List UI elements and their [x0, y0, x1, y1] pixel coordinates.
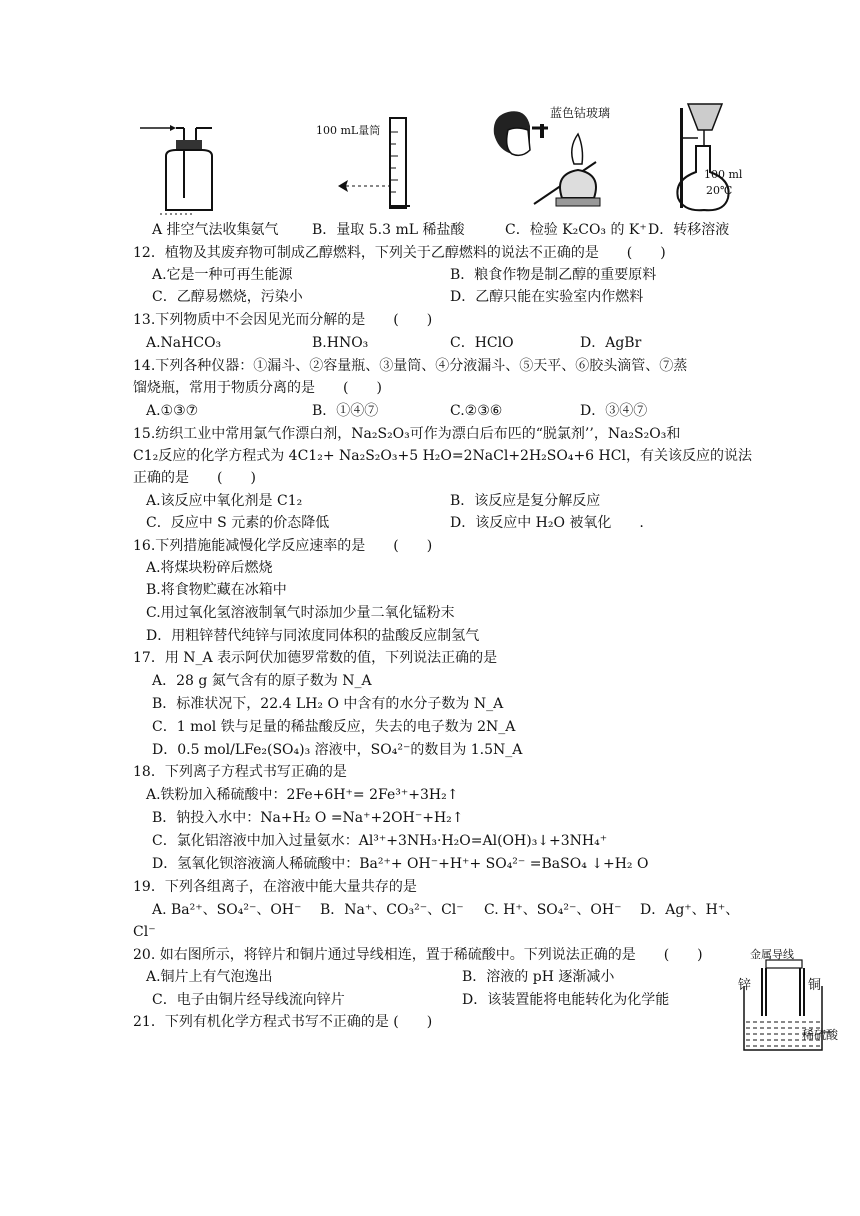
q20-option-a: A.铜片上有气泡逸出	[146, 969, 273, 985]
q12-option-a: A.它是一种可再生能源	[152, 267, 293, 283]
q21-stem: 21．下列有机化学方程式书写不正确的是 ( )	[133, 1014, 433, 1030]
q20-option-d: D．该装置能将电能转化为化学能	[462, 992, 670, 1008]
q16-option-d: D．用粗锌替代纯锌与同浓度同体积的盐酸反应制氢气	[146, 628, 480, 644]
cell-zinc-label: 锌	[738, 978, 752, 993]
q19-option-c: C. H⁺、SO₄²⁻、OH⁻	[484, 902, 622, 918]
q18-option-a: A.铁粉加入稀硫酸中：2Fe+6H⁺= 2Fe³⁺+3H₂↑	[146, 787, 459, 803]
q15-stem-3: 正确的是 ( )	[133, 470, 256, 486]
q12-option-c: C．乙醇易燃烧，污染小	[152, 289, 303, 305]
q15-stem-1: 15.纺织工业中常用氯气作漂白剂，Na₂S₂O₃可作为漂白后布匹的“脱氯剂’’，Na₂S₂O₃和	[133, 426, 681, 442]
volumetric-flask-figure	[664, 98, 744, 216]
q18-option-b: B．钠投入水中：Na+H₂ O =Na⁺+2OH⁻+H₂↑	[152, 810, 464, 826]
q17-option-d: D．0.5 mol/LFe₂(SO₄)₃ 溶液中，SO₄²⁻的数目为 1.5N_A	[152, 742, 523, 758]
cell-copper-label: 铜	[808, 978, 822, 993]
cell-acid-label: 稀硫酸	[802, 1028, 839, 1042]
q11-option-d: D．转移溶液	[648, 222, 730, 238]
cylinder-label: 100 mL量筒	[316, 124, 381, 137]
flask-label-2: 20℃	[706, 184, 733, 197]
q15-option-a: A.该反应中氧化剂是 C1₂	[146, 493, 303, 509]
q12-option-b: B．粮食作物是制乙醇的重要原料	[450, 267, 657, 283]
q20-option-b: B．溶液的 pH 逐渐减小	[462, 969, 615, 985]
q13-option-a: A.NaHCO₃	[146, 335, 222, 351]
cell-wire-label: 金属导线	[750, 948, 794, 961]
q13-option-d: D．AgBr	[580, 335, 642, 351]
q16-option-c: C.用过氧化氢溶液制氧气时添加少量二氧化锰粉末	[146, 605, 455, 621]
gas-bottle-figure	[140, 118, 220, 218]
q13-option-b: B.HNO₃	[312, 335, 369, 351]
q13-stem: 13.下列物质中不会因见光而分解的是 ( )	[133, 312, 433, 328]
q15-option-d: D．该反应中 H₂O 被氧化 .	[450, 515, 644, 531]
q19-option-b: B．Na⁺、CO₃²⁻、Cl⁻	[320, 902, 464, 918]
q16-option-b: B.将食物贮藏在冰箱中	[146, 582, 287, 598]
q14-stem-1: 14.下列各种仪器：①漏斗、②容量瓶、③量筒、④分液漏斗、⑤天平、⑥胶头滴管、⑦蒸	[133, 358, 688, 374]
q14-option-b: B．①④⑦	[312, 403, 379, 419]
q16-option-a: A.将煤块粉碎后燃烧	[146, 560, 273, 576]
q18-stem: 18．下列离子方程式书写正确的是	[133, 764, 347, 780]
q11-option-c: C．检验 K₂CO₃ 的 K⁺	[505, 222, 647, 238]
q14-option-c: C.②③⑥	[450, 403, 503, 419]
q14-option-d: D．③④⑦	[580, 403, 648, 419]
q20-option-c: C．电子由铜片经导线流向锌片	[152, 992, 345, 1008]
q17-option-b: B．标准状况下，22.4 LH₂ O 中含有的水分子数为 N_A	[152, 696, 504, 712]
q12-option-d: D．乙醇只能在实验室内作燃料	[450, 289, 644, 305]
q16-stem: 16.下列措施能减慢化学反应速率的是 ( )	[133, 538, 433, 554]
q18-option-d: D．氢氧化钡溶液滴人稀硫酸中：Ba²⁺+ OH⁻+H⁺+ SO₄²⁻ =BaSO₄ ↓+H₂ O	[152, 856, 649, 872]
q17-stem: 17．用 N_A 表示阿伏加德罗常数的值，下列说法正确的是	[133, 650, 498, 666]
q19-option-d-cont: Cl⁻	[133, 924, 156, 940]
q17-option-c: C．1 mol 铁与足量的稀盐酸反应，失去的电子数为 2N_A	[152, 719, 516, 735]
lamp-label: 蓝色钴玻璃	[550, 106, 611, 120]
flask-label-1: 100 ml	[704, 168, 743, 181]
q18-option-c: C．氯化铝溶液中加入过量氨水：Al³⁺+3NH₃·H₂O=Al(OH)₃↓+3NH₄⁺	[152, 833, 608, 849]
q11-option-a: A 排空气法收集氨气	[152, 222, 279, 238]
q19-stem: 19．下列各组离子，在溶液中能大量共存的是	[133, 879, 417, 895]
q15-option-c: C．反应中 S 元素的价态降低	[146, 515, 330, 531]
q19-option-d: D．Ag⁺、H⁺、	[640, 902, 740, 918]
q14-option-a: A.①③⑦	[146, 403, 199, 419]
q15-option-b: B．该反应是复分解反应	[450, 493, 601, 509]
q11-option-b: B．量取 5.3 mL 稀盐酸	[312, 222, 465, 238]
q13-option-c: C．HClO	[450, 335, 514, 351]
q20-stem: 20. 如右图所示，将锌片和铜片通过导线相连，置于稀硫酸中。下列说法正确的是 ( )	[133, 947, 703, 963]
q19-option-a: A. Ba²⁺、SO₄²⁻、OH⁻	[152, 902, 302, 918]
q17-option-a: A．28 g 氮气含有的原子数为 N_A	[152, 673, 372, 689]
q15-stem-2: C1₂反应的化学方程式为 4C1₂+ Na₂S₂O₃+5 H₂O=2NaCl+2H₂SO₄+6 HCl，有关该反应的说法	[133, 448, 752, 464]
q14-stem-2: 馏烧瓶，常用于物质分离的是 ( )	[133, 380, 382, 396]
q12-stem: 12．植物及其废弃物可制成乙醇燃料，下列关于乙醇燃料的说法不正确的是 ( )	[133, 245, 666, 261]
